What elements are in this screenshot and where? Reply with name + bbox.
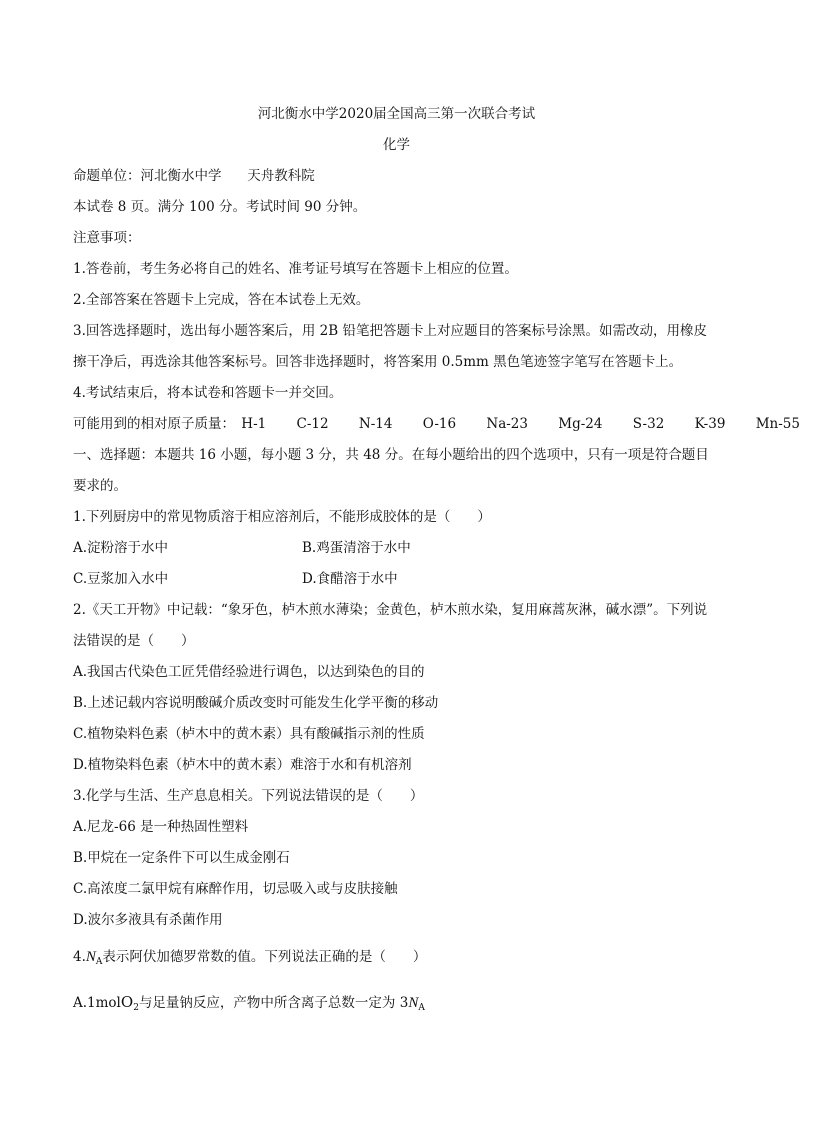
exam-title: 河北衡水中学2020届全国高三第一次联合考试	[257, 106, 536, 122]
option-a: A.我国古代染色工匠凭借经验进行调色，以达到染色的目的	[73, 664, 425, 680]
atomic-mass: Mg-24	[558, 416, 603, 432]
note-item: 3.回答选择题时，选出每小题答案后，用 2B 铅笔把答题卡上对应题目的答案标号涂黑。如需改动，用橡皮	[73, 323, 707, 339]
atomic-mass: K-39	[694, 416, 726, 432]
note-item: 4.考试结束后，将本试卷和答题卡一并交回。	[73, 385, 343, 401]
option-c: C.高浓度二氯甲烷有麻醉作用，切忌吸入或与皮肤接触	[73, 881, 398, 897]
atomic-mass: S-32	[632, 416, 665, 432]
option-d: D.植物染料色素（栌木中的黄木素）难溶于水和有机溶剂	[73, 757, 412, 773]
option-c: C.植物染料色素（栌木中的黄木素）具有酸碱指示剂的性质	[73, 726, 425, 742]
option-a: A.尼龙-66 是一种热固性塑料	[73, 819, 249, 835]
option-b: B.甲烷在一定条件下可以生成金刚石	[73, 850, 290, 866]
question-1-stem: 1.下列厨房中的常见物质溶于相应溶剂后，不能形成胶体的是（ ）	[73, 509, 491, 525]
option-d: D.波尔多液具有杀菌作用	[73, 912, 223, 928]
option-a: A.淀粉溶于水中	[73, 540, 169, 556]
note-item: 2.全部答案在答题卡上完成，答在本试卷上无效。	[73, 292, 370, 308]
question-2-stem-cont: 法错误的是（ ）	[73, 633, 195, 649]
atomic-mass: O-16	[422, 416, 457, 432]
atomic-mass: N-14	[358, 416, 393, 432]
question-3-stem: 3.化学与生活、生产息息相关。下列说法错误的是（ ）	[73, 788, 424, 804]
section-heading: 一、选择题：本题共 16 小题，每小题 3 分，共 48 分。在每小题给出的四个选项中，只有一项是符合题目	[73, 447, 709, 463]
atomic-mass: Na-23	[486, 416, 528, 432]
atomic-masses	[73, 415, 826, 433]
atomic-mass: C-12	[296, 416, 329, 432]
question-2-stem: 2.《天工开物》中记载：“象牙色，栌木煎水薄染；金黄色，栌木煎水染，复用麻蒿灰淋，碱水漂”。下列说	[73, 602, 708, 618]
oxygen-formula: O	[120, 993, 134, 1011]
option-c: C.豆浆加入水中	[73, 571, 169, 587]
subject-title: 化学	[383, 137, 410, 153]
question-1-options-row	[73, 570, 723, 588]
question-4-stem: $4.N_A$表示阿伏加德罗常数的值。下列说法正确的是（ ）	[73, 949, 427, 967]
option-b: B.上述记载内容说明酸碱介质改变时可能发生化学平衡的移动	[73, 695, 439, 711]
note-item: 1.答卷前，考生务必将自己的姓名、准考证号填写在答题卡上相应的位置。	[73, 261, 518, 277]
option-d: D.食醋溶于水中	[302, 571, 398, 587]
author-unit: 命题单位：河北衡水中学 天舟教科院	[73, 168, 315, 184]
avogadro-symbol: N	[85, 949, 96, 965]
atomic-masses-label: 可能用到的相对原子质量：	[73, 416, 235, 432]
atomic-mass: H-1	[241, 416, 267, 432]
atomic-mass: Mn-55	[755, 416, 800, 432]
note-item: 擦干净后，再选涂其他答案标号。回答非选择题时，将答案用 0.5mm 黑色笔迹签字笔写在答题卡上。	[73, 354, 683, 370]
avogadro-symbol: N	[408, 995, 419, 1011]
question-1-options-row	[73, 539, 723, 557]
notes-heading: 注意事项：	[73, 230, 141, 246]
option-b: B.鸡蛋清溶于水中	[302, 540, 411, 556]
option-a: A.1molO$_2$与足量钠反应，产物中所含离子总数一定为 $3N_A$	[73, 993, 425, 1013]
exam-info: 本试卷 8 页。满分 100 分。考试时间 90 分钟。	[73, 199, 367, 215]
section-heading-cont: 要求的。	[73, 478, 127, 494]
